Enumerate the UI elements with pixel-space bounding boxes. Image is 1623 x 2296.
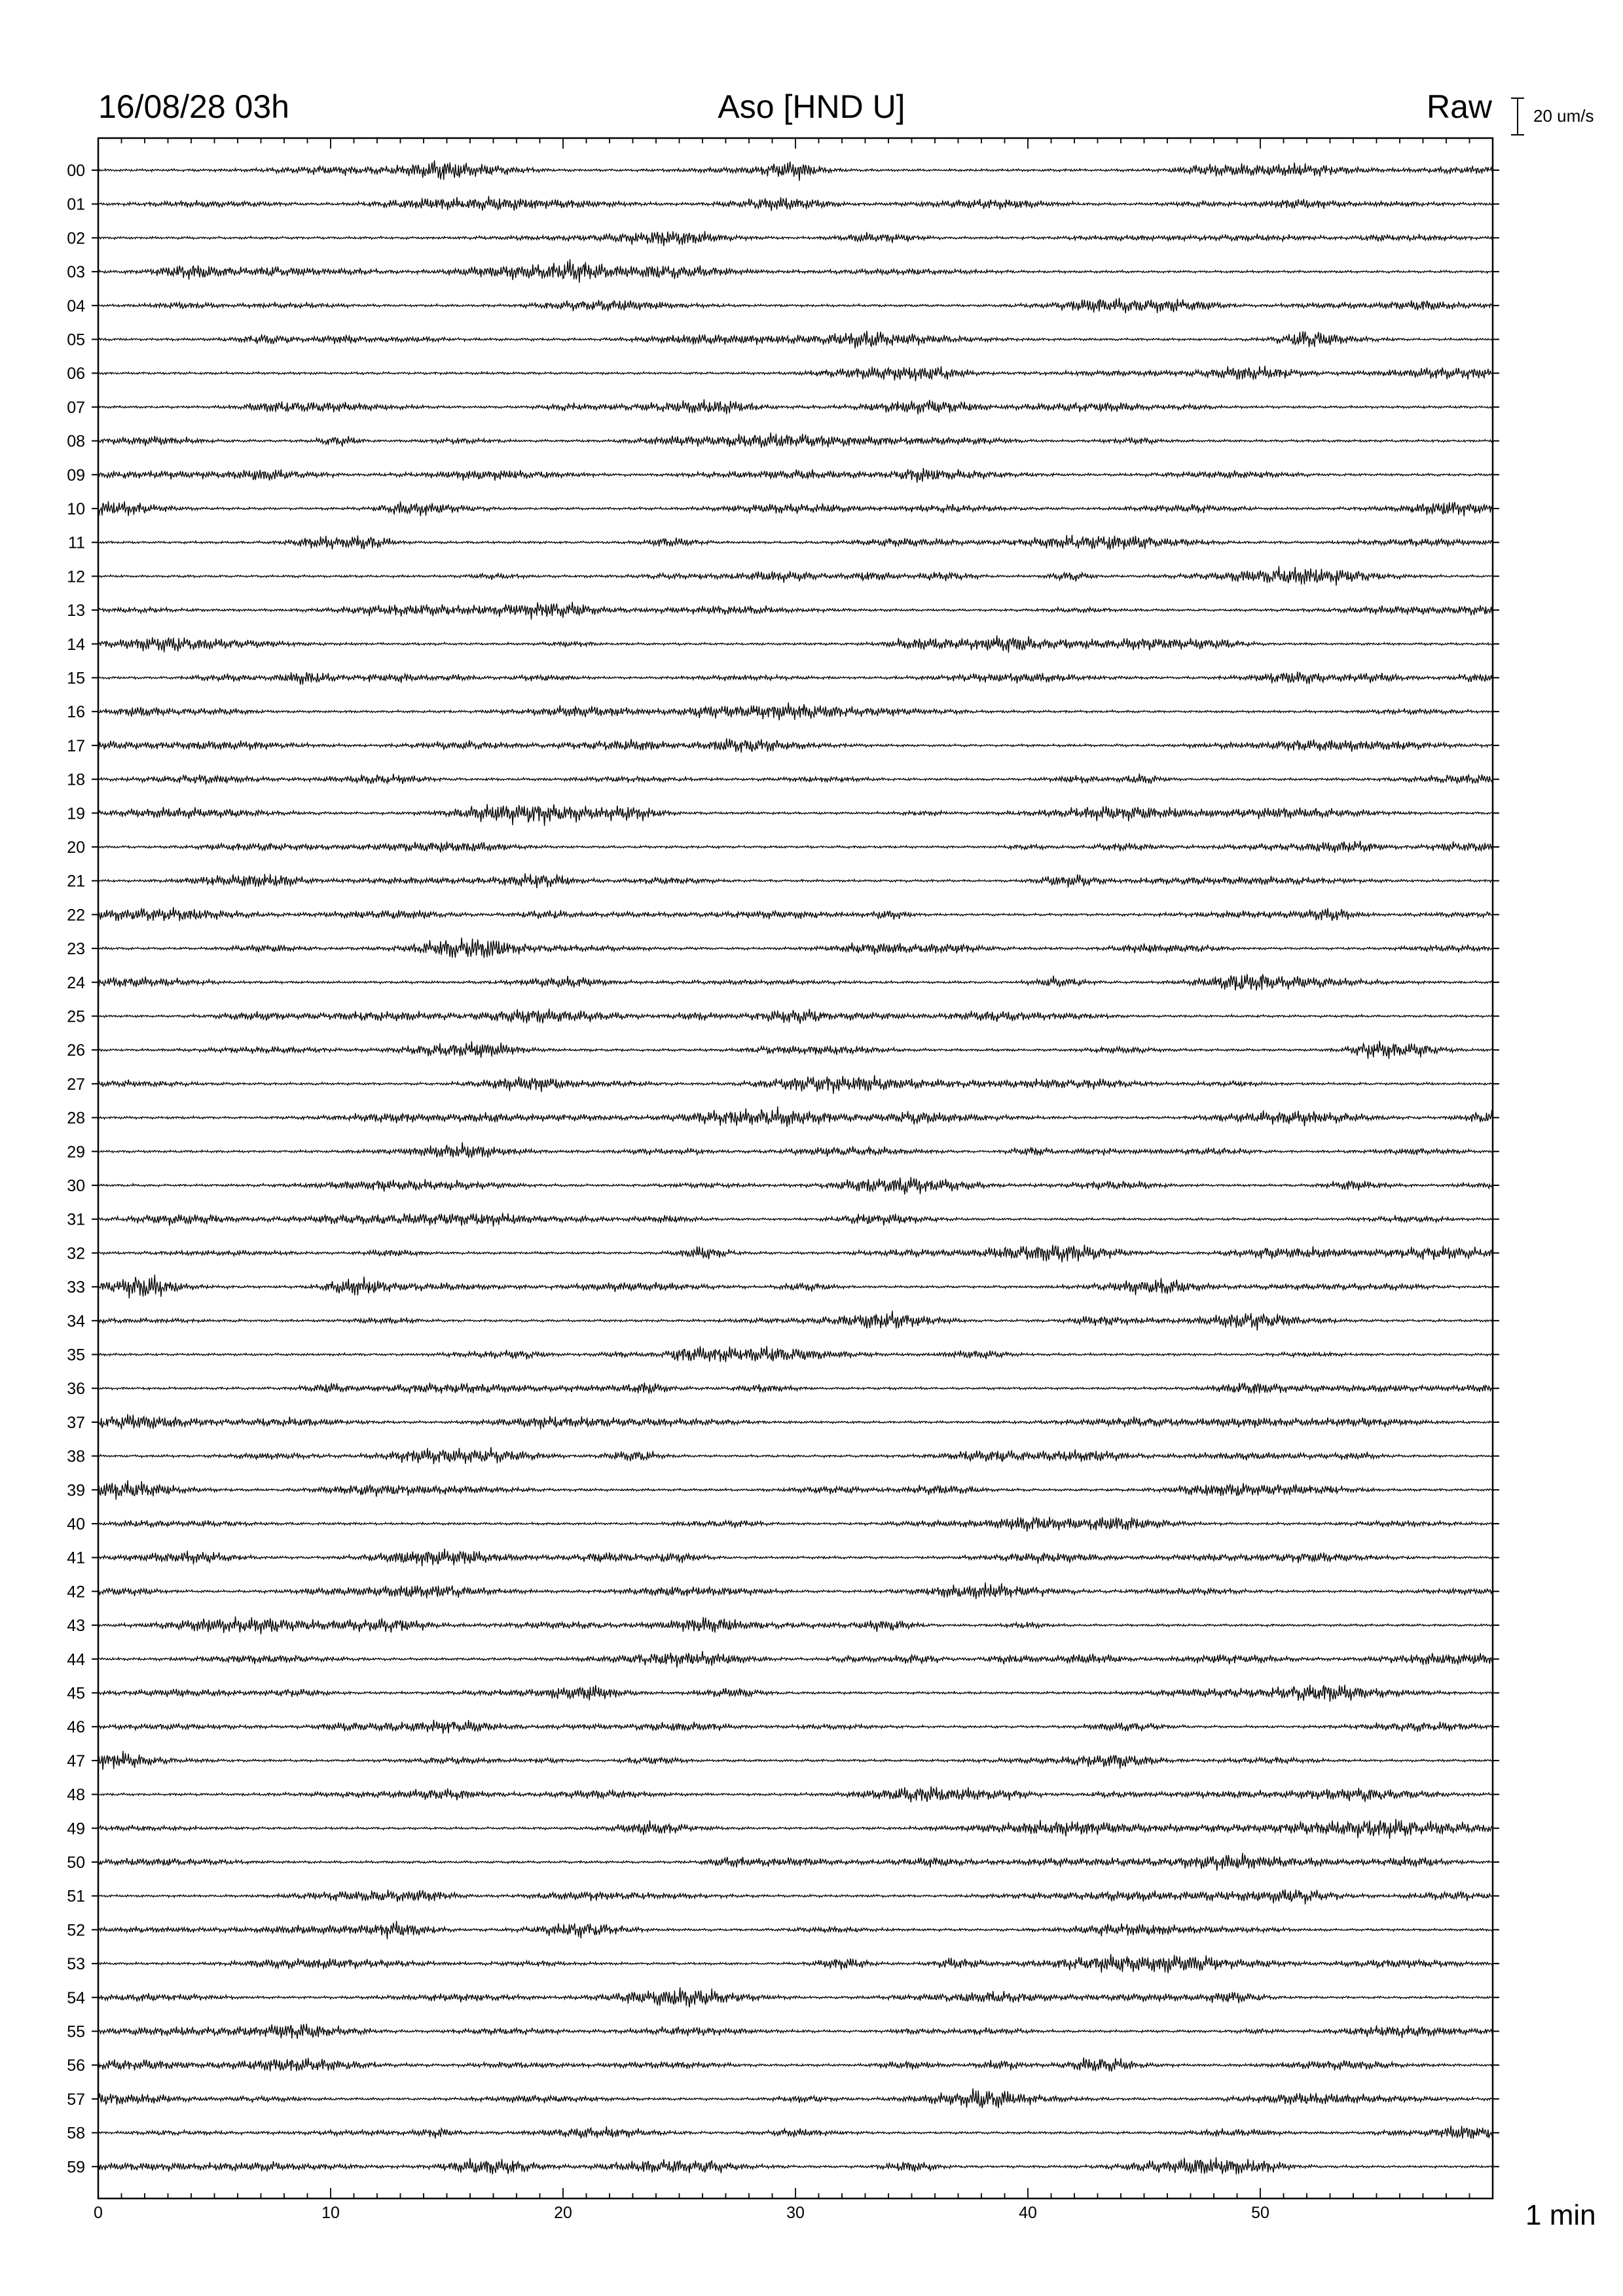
row-label: 54 <box>67 1988 85 2007</box>
row-label: 55 <box>67 2022 85 2041</box>
trace-line <box>98 1480 1493 1500</box>
row-label: 01 <box>67 195 85 214</box>
row-label: 33 <box>67 1278 85 1297</box>
trace-line <box>98 1009 1493 1024</box>
x-tick-label: 40 <box>1019 2204 1037 2222</box>
x-tick-label: 10 <box>321 2204 340 2222</box>
trace-line <box>98 399 1493 414</box>
scale-bar-label: 20 um/s <box>1533 106 1594 126</box>
trace-line <box>98 2089 1493 2108</box>
row-label: 14 <box>67 635 85 654</box>
trace-line <box>98 938 1493 958</box>
trace-line <box>98 566 1493 586</box>
trace-line <box>98 1685 1493 1702</box>
trace-line <box>98 672 1493 685</box>
row-label: 12 <box>67 567 85 586</box>
row-label: 49 <box>67 1820 85 1839</box>
row-label: 09 <box>67 466 85 485</box>
trace-line <box>98 1213 1493 1227</box>
trace-line <box>98 1142 1493 1158</box>
trace-line <box>98 160 1493 181</box>
row-label: 27 <box>67 1075 85 1094</box>
x-tick-label: 30 <box>786 2204 805 2222</box>
trace-line <box>98 433 1493 448</box>
trace-line <box>98 196 1493 211</box>
trace-line <box>98 1921 1493 1939</box>
x-unit-label: 1 min <box>1525 2199 1596 2231</box>
row-label: 13 <box>67 601 85 620</box>
row-label: 57 <box>67 2090 85 2109</box>
row-label: 23 <box>67 940 85 959</box>
row-label: 52 <box>67 1921 85 1940</box>
row-label: 38 <box>67 1447 85 1466</box>
row-label: 15 <box>67 669 85 688</box>
row-label: 37 <box>67 1413 85 1432</box>
row-label: 31 <box>67 1210 85 1229</box>
row-label: 11 <box>68 533 85 552</box>
trace-line <box>98 1786 1493 1803</box>
row-label: 45 <box>67 1684 85 1703</box>
x-tick-label: 50 <box>1251 2204 1269 2222</box>
row-label: 03 <box>67 263 85 282</box>
trace-line <box>98 1517 1493 1532</box>
row-label: 24 <box>67 973 85 992</box>
x-tick-label: 20 <box>554 2204 572 2222</box>
row-label: 17 <box>67 736 85 755</box>
row-label: 39 <box>67 1481 85 1500</box>
trace-line <box>98 1414 1493 1429</box>
trace-group <box>98 160 1493 2174</box>
trace-line <box>98 1583 1493 1599</box>
row-label: 21 <box>67 872 85 891</box>
row-label: 42 <box>67 1583 85 1602</box>
row-label: 18 <box>67 770 85 789</box>
trace-line <box>98 907 1493 921</box>
trace-line <box>98 2157 1493 2174</box>
row-label: 56 <box>67 2056 85 2075</box>
trace-line <box>98 2024 1493 2039</box>
scale-bar <box>1511 98 1524 135</box>
trace-line <box>98 1075 1493 1094</box>
trace-line <box>98 501 1493 516</box>
trace-line <box>98 874 1493 889</box>
datetime-title: 16/08/28 03h <box>98 88 289 125</box>
row-label: 32 <box>67 1244 85 1263</box>
row-label: 22 <box>67 906 85 925</box>
trace-line <box>98 1383 1493 1394</box>
trace-line <box>98 1651 1493 1668</box>
row-label: 30 <box>67 1177 85 1195</box>
trace-line <box>98 974 1493 990</box>
trace-line <box>98 468 1493 483</box>
row-label-group <box>67 162 1499 2176</box>
trace-line <box>98 2058 1493 2072</box>
trace-line <box>98 1720 1493 1734</box>
mode-label: Raw <box>1426 88 1492 125</box>
row-label: 53 <box>67 1955 85 1974</box>
row-label: 04 <box>67 296 85 315</box>
trace-line <box>98 231 1493 246</box>
row-label: 02 <box>67 229 85 248</box>
row-label: 59 <box>67 2158 85 2177</box>
trace-line <box>98 1987 1493 2007</box>
x-axis <box>94 138 1469 2222</box>
row-label: 34 <box>67 1312 85 1331</box>
row-label: 51 <box>67 1887 85 1906</box>
row-label: 08 <box>67 432 85 451</box>
row-label: 29 <box>67 1143 85 1162</box>
row-label: 28 <box>67 1109 85 1128</box>
row-label: 36 <box>67 1380 85 1399</box>
trace-line <box>98 1853 1493 1871</box>
trace-line <box>98 1751 1493 1770</box>
trace-line <box>98 804 1493 827</box>
row-label: 26 <box>67 1041 85 1060</box>
plot-frame <box>98 138 1493 2198</box>
trace-line <box>98 1447 1493 1464</box>
row-label: 50 <box>67 1854 85 1872</box>
row-label: 19 <box>67 804 85 823</box>
trace-line <box>98 1177 1493 1194</box>
trace-line <box>98 1346 1493 1363</box>
trace-line <box>98 1041 1493 1059</box>
row-label: 40 <box>67 1515 85 1534</box>
trace-line <box>98 1245 1493 1263</box>
row-label: 35 <box>67 1346 85 1365</box>
row-label: 00 <box>67 162 85 180</box>
trace-line <box>98 1617 1493 1634</box>
row-label: 16 <box>67 703 85 722</box>
trace-line <box>98 602 1493 620</box>
row-label: 07 <box>67 398 85 417</box>
trace-line <box>98 636 1493 653</box>
trace-line <box>98 2126 1493 2139</box>
trace-line <box>98 1311 1493 1331</box>
trace-line <box>98 298 1493 314</box>
trace-line <box>98 738 1493 753</box>
trace-line <box>98 259 1493 283</box>
station-title: Aso [HND U] <box>718 88 905 125</box>
trace-line <box>98 1954 1493 1973</box>
row-label: 47 <box>67 1751 85 1770</box>
row-label: 05 <box>67 331 85 350</box>
trace-line <box>98 366 1493 382</box>
row-label: 10 <box>67 500 85 518</box>
trace-line <box>98 1549 1493 1566</box>
row-label: 06 <box>67 365 85 384</box>
row-label: 44 <box>67 1650 85 1669</box>
trace-line <box>98 774 1493 785</box>
row-label: 48 <box>67 1785 85 1804</box>
trace-line <box>98 1890 1493 1905</box>
trace-line <box>98 1275 1493 1299</box>
trace-line <box>98 841 1493 853</box>
trace-line <box>98 331 1493 348</box>
row-label: 58 <box>67 2124 85 2143</box>
row-label: 41 <box>67 1549 85 1568</box>
row-label: 25 <box>67 1007 85 1026</box>
trace-line <box>98 702 1493 720</box>
x-tick-label: 0 <box>94 2204 103 2222</box>
trace-line <box>98 1106 1493 1126</box>
row-label: 20 <box>67 838 85 857</box>
row-label: 43 <box>67 1617 85 1636</box>
row-label: 46 <box>67 1718 85 1737</box>
trace-line <box>98 535 1493 550</box>
trace-line <box>98 1819 1493 1839</box>
